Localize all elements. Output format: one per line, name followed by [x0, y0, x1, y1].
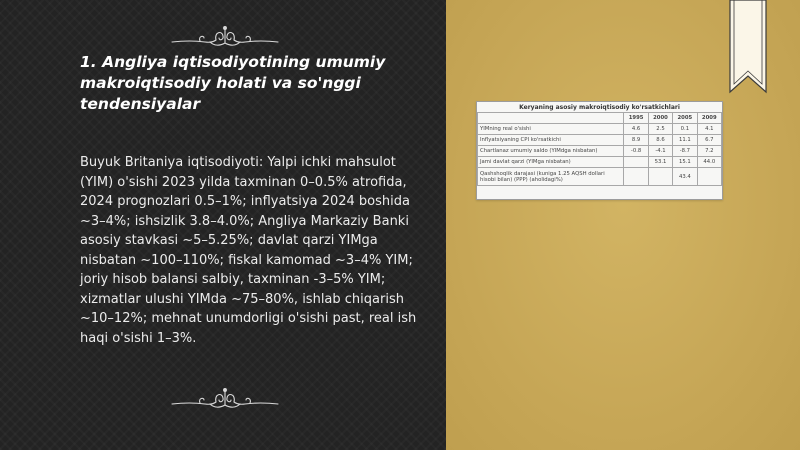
table-cell-label: YIMning real o'sishi — [478, 124, 624, 135]
table-header-cell — [478, 113, 624, 124]
table-row — [478, 157, 722, 168]
table-cell: 6.7 — [697, 135, 721, 146]
table-cell: 15.1 — [673, 157, 697, 168]
table-header-cell: 2000 — [648, 113, 672, 124]
table-cell: -0.8 — [624, 146, 648, 157]
table-cell-label: Qashshoqlik darajasi (kuniga 1.25 AQSH dollari hisobi bilan) (PPP) (aholidagi%) — [478, 168, 624, 186]
table-cell — [697, 168, 721, 186]
table-cell: 0.1 — [673, 124, 697, 135]
table-row — [478, 135, 722, 146]
table-row — [478, 124, 722, 135]
table-cell: 43.4 — [673, 168, 697, 186]
table-cell: 4.6 — [624, 124, 648, 135]
table-header-row — [478, 113, 722, 124]
table-cell — [624, 168, 648, 186]
table-cell: 8.9 — [624, 135, 648, 146]
table-cell: -8.7 — [673, 146, 697, 157]
table-cell — [648, 168, 672, 186]
table-cell — [624, 157, 648, 168]
table-cell: 44.0 — [697, 157, 721, 168]
table-cell: 2.5 — [648, 124, 672, 135]
table-cell-label: Inflyatsiyaning CPI ko'rsatkichi — [478, 135, 624, 146]
slide-body-text: Buyuk Britaniya iqtisodiyoti: Yalpi ichki mahsulot (YIM) o'sishi 2023 yilda taxminan 0–0.5% atrofida, 2024 prognozlari 0.5–1%; inflyatsiya 2024 boshida ~3–4%; ishsizlik 3.8–4.0%; Angliya Markaziy Banki asosiy stavkasi ~5–5.25%; davlat qarzi YIMga nisbatan ~100–110%; fiskal kamomad ~3–4% YIM; joriy hisob balansi salbiy, taxminan -3–5% YIM; xizmatlar ulushi YIMda ~75–80%, ishlab chiqarish ~10–12%; mehnat unumdorligi o'sishi past, real ish haqi o'sishi 1–3%. — [80, 155, 417, 346]
table-cell: 53.1 — [648, 157, 672, 168]
indicators-table — [477, 102, 722, 186]
table-header-cell: 2009 — [697, 113, 721, 124]
table-cell-label: Chartlanaz umumiy saldo (YIMdga nisbatan) — [478, 146, 624, 157]
table-cell: 7.2 — [697, 146, 721, 157]
bookmark-ribbon-icon — [726, 0, 770, 100]
table-cell: -4.1 — [648, 146, 672, 157]
table-caption: Keryaning asosiy makroiqtisodiy ko'rsatkichlari — [519, 104, 680, 111]
table-row — [478, 146, 722, 157]
slide-title: 1. Angliya iqtisodiyotining umumiy makroiqtisodiy holati va so'nggi tendensiyalar — [80, 53, 386, 113]
table-row — [478, 168, 722, 186]
table-header-cell: 2005 — [673, 113, 697, 124]
flourish-divider-icon — [170, 20, 280, 50]
indicators-table-image — [476, 101, 723, 200]
flourish-divider-icon — [170, 382, 280, 412]
table-cell: 8.6 — [648, 135, 672, 146]
table-cell: 4.1 — [697, 124, 721, 135]
table-header-cell: 1995 — [624, 113, 648, 124]
table-cell: 11.1 — [673, 135, 697, 146]
table-cell-label: Jami davlat qarzi (YIMga nisbatan) — [478, 157, 624, 168]
